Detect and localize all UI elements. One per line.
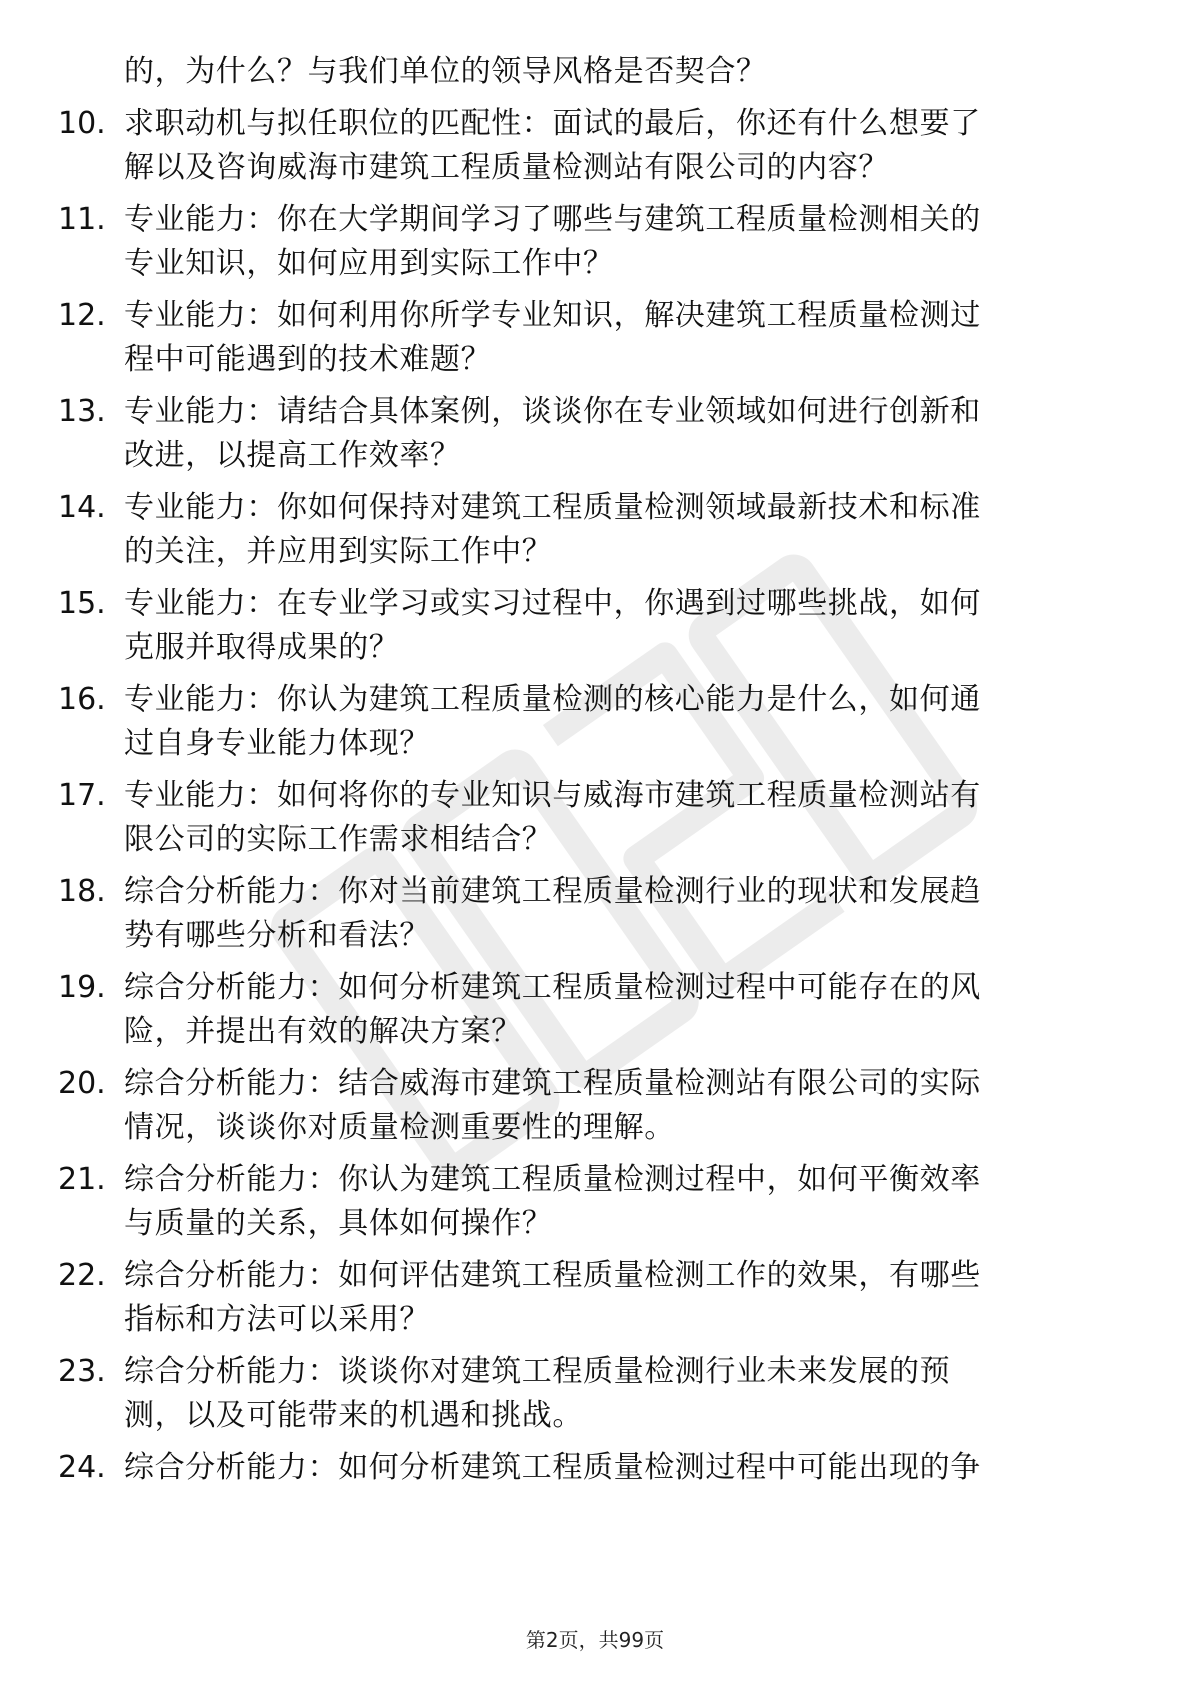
item-number: 18.	[58, 874, 106, 909]
item-number: 12.	[58, 298, 106, 333]
item-text-line: 专业能力：你如何保持对建筑工程质量检测领域最新技术和标准	[124, 490, 981, 525]
item-text-line: 专业能力：如何利用你所学专业知识，解决建筑工程质量检测过	[124, 298, 981, 333]
item-text-line: 综合分析能力：如何分析建筑工程质量检测过程中可能存在的风	[124, 970, 981, 1005]
item-number: 24.	[58, 1450, 106, 1485]
item-number: 10.	[58, 106, 106, 141]
item-text-line: 综合分析能力：谈谈你对建筑工程质量检测行业未来发展的预	[124, 1354, 951, 1389]
item-text-line: 情况，谈谈你对质量检测重要性的理解。	[124, 1110, 675, 1145]
item-text-line: 限公司的实际工作需求相结合？	[124, 822, 553, 857]
item-text-line: 专业能力：你认为建筑工程质量检测的核心能力是什么，如何通	[124, 682, 981, 717]
continuation-line: 的，为什么？与我们单位的领导风格是否契合？	[124, 54, 767, 89]
item-text-line: 克服并取得成果的？	[124, 630, 400, 665]
item-text-line: 专业能力：你在大学期间学习了哪些与建筑工程质量检测相关的	[124, 202, 981, 237]
item-number: 13.	[58, 394, 106, 429]
item-text-line: 专业能力：如何将你的专业知识与威海市建筑工程质量检测站有	[124, 778, 981, 813]
page-footer: 第2页，共99页	[525, 1628, 665, 1652]
item-text-line: 与质量的关系，具体如何操作？	[124, 1206, 553, 1241]
item-number: 15.	[58, 586, 106, 621]
item-text-line: 的关注，并应用到实际工作中？	[124, 534, 553, 569]
item-text-line: 综合分析能力：你认为建筑工程质量检测过程中，如何平衡效率	[124, 1162, 981, 1197]
item-number: 20.	[58, 1066, 106, 1101]
item-number: 19.	[58, 970, 106, 1005]
item-text-line: 测，以及可能带来的机遇和挑战。	[124, 1398, 583, 1433]
item-text-line: 综合分析能力：如何评估建筑工程质量检测工作的效果，有哪些	[124, 1258, 981, 1293]
item-text-line: 势有哪些分析和看法？	[124, 918, 430, 953]
item-text-line: 综合分析能力：结合威海市建筑工程质量检测站有限公司的实际	[124, 1066, 981, 1101]
item-text-line: 专业能力：在专业学习或实习过程中，你遇到过哪些挑战，如何	[124, 586, 981, 621]
item-number: 23.	[58, 1354, 106, 1389]
item-number: 14.	[58, 490, 106, 525]
item-text-line: 程中可能遇到的技术难题？	[124, 342, 492, 377]
item-number: 17.	[58, 778, 106, 813]
item-text-line: 专业知识，如何应用到实际工作中？	[124, 246, 614, 281]
item-text-line: 综合分析能力：你对当前建筑工程质量检测行业的现状和发展趋	[124, 874, 981, 909]
item-text-line: 综合分析能力：如何分析建筑工程质量检测过程中可能出现的争	[124, 1450, 981, 1485]
item-number: 16.	[58, 682, 106, 717]
item-number: 22.	[58, 1258, 106, 1293]
item-text-line: 指标和方法可以采用？	[124, 1302, 430, 1337]
item-text-line: 过自身专业能力体现？	[124, 726, 430, 761]
item-text-line: 改进，以提高工作效率？	[124, 438, 461, 473]
item-text-line: 求职动机与拟任职位的匹配性：面试的最后，你还有什么想要了	[124, 106, 981, 141]
item-text-line: 专业能力：请结合具体案例，谈谈你在专业领域如何进行创新和	[124, 394, 981, 429]
item-text-line: 解以及咨询威海市建筑工程质量检测站有限公司的内容？	[124, 150, 889, 185]
item-number: 21.	[58, 1162, 106, 1197]
item-text-line: 险，并提出有效的解决方案？	[124, 1014, 522, 1049]
item-number: 11.	[58, 202, 106, 237]
